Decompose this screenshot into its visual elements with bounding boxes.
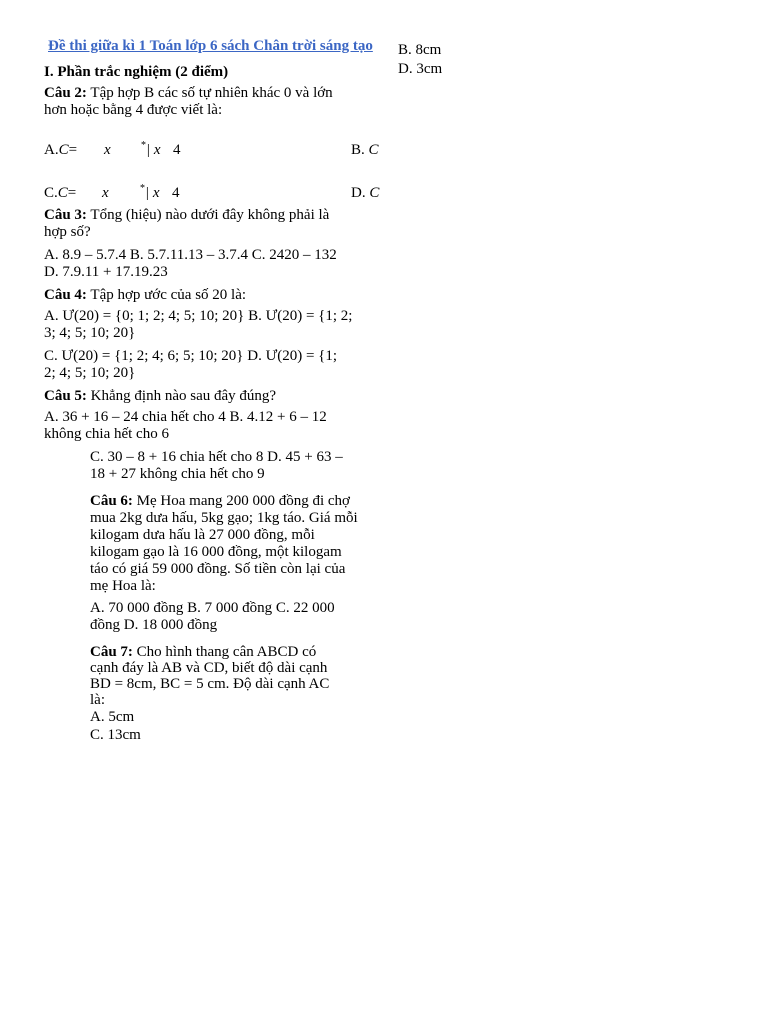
question-5-options-line-1: A. 36 + 16 – 24 chia hết cho 4 B. 4.12 + 6 – 12 không chia hết cho 6 — [44, 409, 327, 442]
question-4-label: Câu 4: — [44, 287, 87, 303]
question-4 — [44, 287, 354, 304]
question-6-label: Câu 6: — [90, 493, 133, 509]
question-2 — [44, 85, 344, 119]
q2-option-a: A.C= — [44, 142, 78, 158]
question-3-label: Câu 3: — [44, 207, 87, 223]
q7-option-a: A. 5cm — [90, 709, 135, 725]
document-title: Đề thi giữa kì 1 Toán lớp 6 sách Chân trời sáng tạo — [48, 38, 373, 54]
question-3 — [44, 207, 344, 241]
q2-option-a-set-builder: *| x — [141, 140, 161, 158]
question-7-text: Cho hình thang cân ABCD có cạnh đáy là AB và CD, biết độ dài cạnh BD = 8cm, BC = 5 cm. Độ dài cạnh AC là: — [90, 644, 330, 708]
question-3-text: Tổng (hiệu) nào dưới đây không phải là hợp số? — [44, 207, 330, 240]
question-4-options-line-2: C. Ư(20) = {1; 2; 4; 6; 5; 10; 20} D. Ư(20) = {1; 2; 4; 5; 10; 20} — [44, 348, 338, 381]
question-6 — [90, 493, 358, 595]
q2-option-c-number: 4 — [172, 185, 180, 201]
question-5-options-line-2: C. 30 – 8 + 16 chia hết cho 8 D. 45 + 63 – 18 + 27 không chia hết cho 9 — [90, 449, 343, 482]
question-2-text: Tập hợp B các số tự nhiên khác 0 và lớn hơn hoặc bằng 4 được viết là: — [44, 85, 333, 118]
q7-option-b: B. 8cm — [398, 42, 442, 58]
q2-option-d: D. C — [351, 185, 380, 201]
q2-option-a-number: 4 — [173, 142, 181, 158]
q2-option-c-set-builder: *| x — [140, 183, 160, 201]
question-4-text: Tập hợp ước của số 20 là: — [90, 287, 247, 303]
q7-option-d: D. 3cm — [398, 61, 443, 77]
question-4-options-line-1: A. Ư(20) = {0; 1; 2; 4; 5; 10; 20} B. Ư(20) = {1; 2; 3; 4; 5; 10; 20} — [44, 308, 353, 341]
question-5 — [44, 388, 354, 405]
q7-option-c: C. 13cm — [90, 727, 141, 743]
q2-option-c-x: x — [102, 185, 109, 201]
question-6-options: A. 70 000 đồng B. 7 000 đồng C. 22 000 đồng D. 18 000 đồng — [90, 600, 335, 633]
section-heading: I. Phần trắc nghiệm (2 điểm) — [44, 64, 229, 80]
question-5-text: Khẳng định nào sau đây đúng? — [90, 388, 277, 404]
question-5-label: Câu 5: — [44, 388, 87, 404]
q2-option-c: C.C= — [44, 185, 77, 201]
question-6-text: Mẹ Hoa mang 200 000 đồng đi chợ mua 2kg dưa hấu, 5kg gạo; 1kg táo. Giá mỗi kilogam dưa hấu là 27 000 đồng, mỗi kilogam gạo là 16 000 đồng, một kilogam táo có giá 59 000 đồng. Số tiền còn lại của mẹ Hoa là: — [90, 493, 358, 594]
q2-option-a-x: x — [104, 142, 111, 158]
q2-option-b: B. C — [351, 142, 379, 158]
question-2-label: Câu 2: — [44, 85, 87, 101]
question-7 — [90, 644, 340, 708]
question-3-options: A. 8.9 – 5.7.4 B. 5.7.11.13 – 3.7.4 C. 2420 – 132 D. 7.9.11 + 17.19.23 — [44, 247, 337, 280]
question-7-label: Câu 7: — [90, 644, 133, 660]
